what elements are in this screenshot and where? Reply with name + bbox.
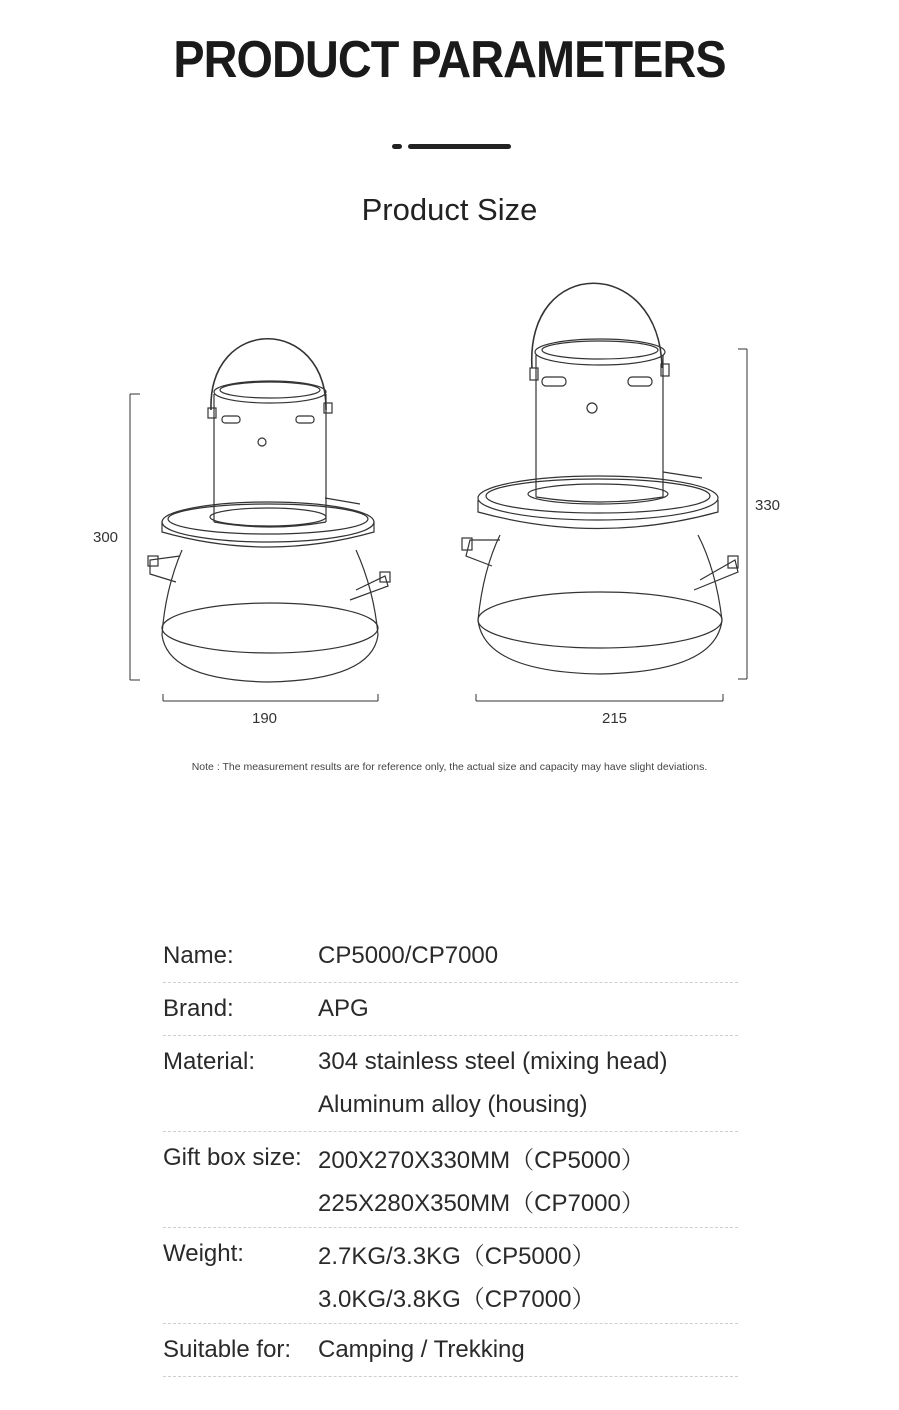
- small-width-label: 190: [252, 710, 278, 727]
- large-width-label: 215: [602, 710, 628, 727]
- product-size-drawing: [0, 260, 899, 730]
- product-drawing-large: [462, 283, 747, 701]
- spec-row-weight: [163, 1228, 738, 1324]
- spec-table: [163, 930, 738, 1377]
- spec-label: Suitable for:: [163, 1335, 292, 1363]
- spec-value: 304 stainless steel (mixing head): [318, 1047, 668, 1075]
- spec-label: Gift box size:: [163, 1143, 302, 1171]
- section-subtitle: Product Size: [361, 192, 538, 227]
- spec-value: CP5000/CP7000: [318, 941, 499, 969]
- spec-value: 225X280X350MM（CP7000）: [318, 1190, 645, 1217]
- spec-value: 200X270X330MM（CP5000）: [318, 1147, 645, 1174]
- spec-label: Weight:: [163, 1239, 244, 1267]
- spec-row-gift-box-size: [163, 1132, 738, 1228]
- title-divider-line: [408, 144, 511, 149]
- spec-row-material: [163, 1036, 738, 1132]
- measurement-note: Note : The measurement results are for reference only, the actual size and capacity may have slight deviations.: [191, 761, 708, 773]
- large-height-label: 330: [755, 497, 781, 514]
- page-title: PRODUCT PARAMETERS: [173, 31, 726, 89]
- spec-row-brand: [163, 983, 738, 1036]
- spec-label: Name:: [163, 941, 234, 969]
- spec-row-name: [163, 930, 738, 983]
- spec-label: Brand:: [163, 994, 234, 1022]
- spec-label: Material:: [163, 1047, 256, 1075]
- spec-value: 3.0KG/3.8KG（CP7000）: [318, 1286, 596, 1313]
- spec-value: APG: [318, 994, 369, 1022]
- product-drawing-small: [130, 339, 390, 701]
- title-divider-dot: [392, 144, 402, 149]
- spec-value: 2.7KG/3.3KG（CP5000）: [318, 1243, 596, 1270]
- spec-value: Camping / Trekking: [318, 1335, 525, 1363]
- spec-value: Aluminum alloy (housing): [318, 1090, 588, 1118]
- spec-row-suitable-for: [163, 1324, 738, 1377]
- small-height-label: 300: [93, 529, 119, 546]
